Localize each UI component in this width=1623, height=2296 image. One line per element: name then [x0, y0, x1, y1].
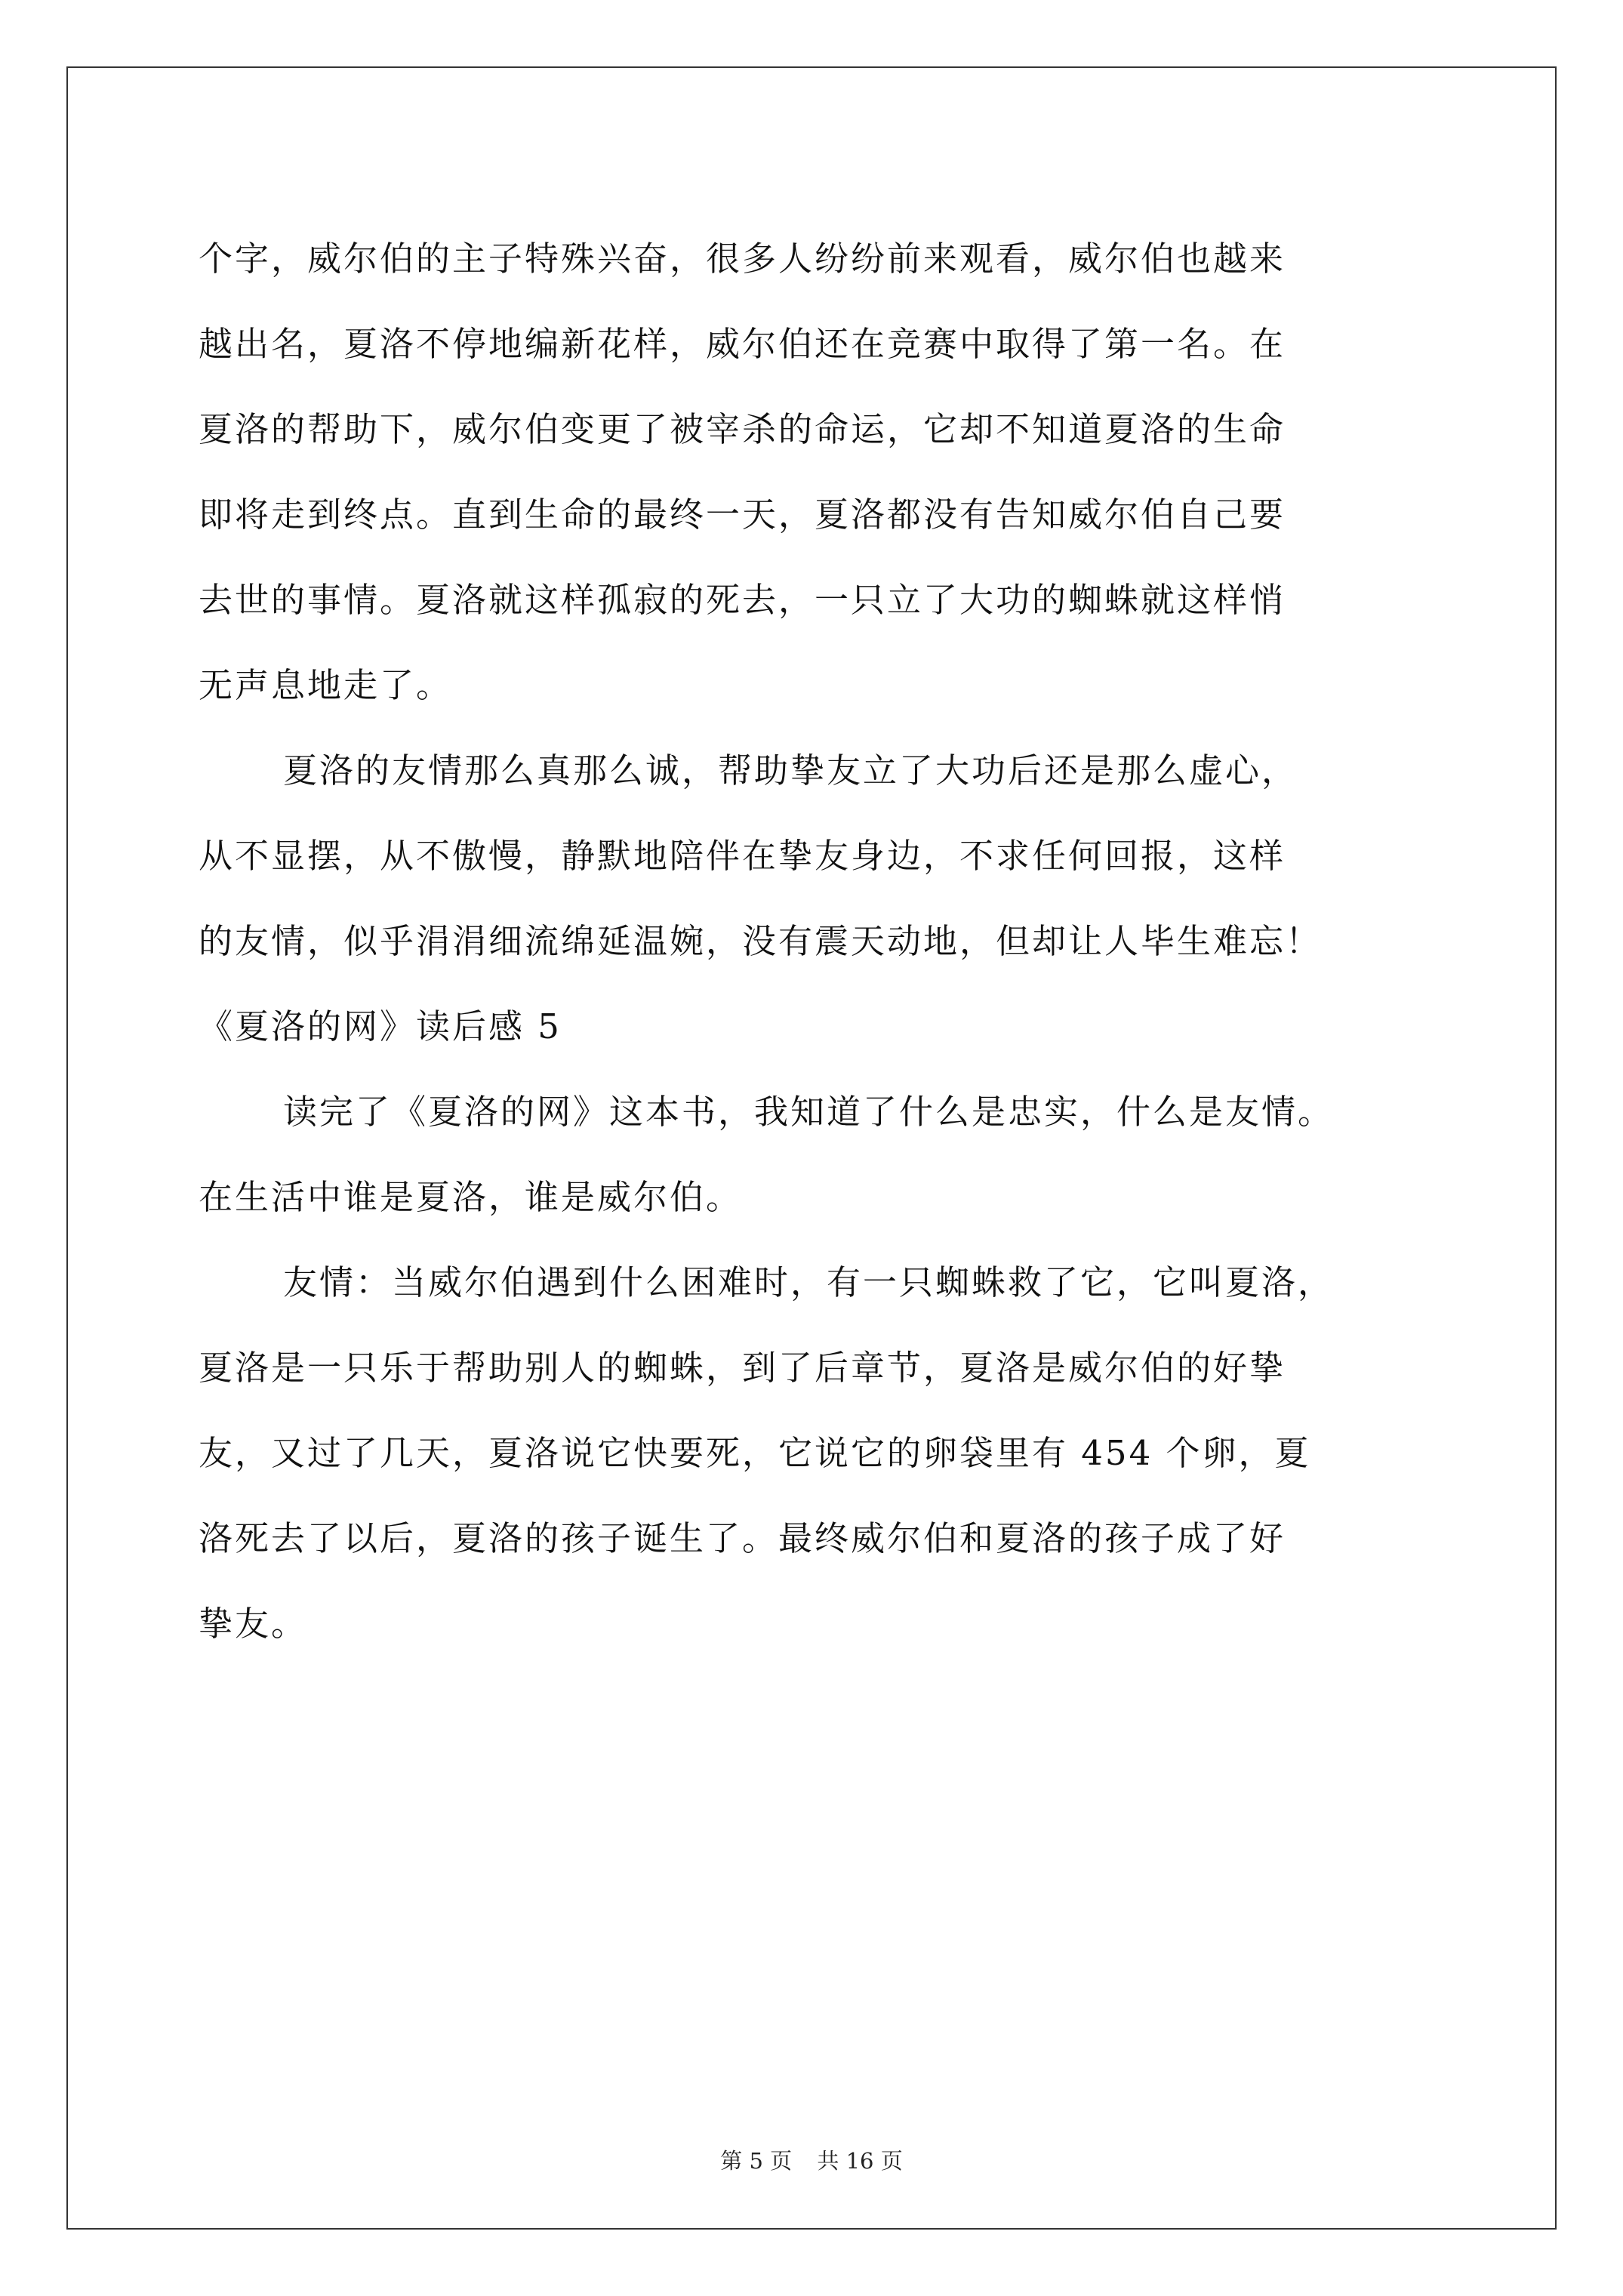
body-line: 挚友。 — [199, 1604, 308, 1644]
body-line: 的友情，似乎涓涓细流绵延温婉，没有震天动地，但却让人毕生难忘！ — [199, 921, 1323, 961]
page-number-current: 第 5 页 — [720, 2148, 793, 2174]
body-line: 无声息地走了。 — [199, 665, 453, 705]
body-line: 从不显摆，从不傲慢，静默地陪伴在挚友身边，不求任何回报，这样 — [199, 836, 1286, 876]
paragraph-start-line: 友情：当威尔伯遇到什么困难时，有一只蜘蛛救了它，它叫夏洛， — [283, 1262, 1335, 1302]
paragraph-start-line: 读完了《夏洛的网》这本书，我知道了什么是忠实，什么是友情。 — [283, 1092, 1335, 1132]
body-line: 夏洛是一只乐于帮助别人的蜘蛛，到了后章节，夏洛是威尔伯的好挚 — [199, 1348, 1286, 1388]
body-line: 个字，威尔伯的主子特殊兴奋，很多人纷纷前来观看，威尔伯也越来 — [199, 239, 1286, 279]
body-line: 越出名，夏洛不停地编新花样，威尔伯还在竞赛中取得了第一名。在 — [199, 324, 1286, 364]
body-line: 在生活中谁是夏洛，谁是威尔伯。 — [199, 1177, 743, 1217]
paragraph-start-line: 夏洛的友情那么真那么诚，帮助挚友立了大功后还是那么虚心， — [283, 750, 1298, 791]
body-line: 夏洛的帮助下，威尔伯变更了被宰杀的命运，它却不知道夏洛的生命 — [199, 409, 1286, 449]
body-line: 去世的事情。夏洛就这样孤寂的死去，一只立了大功的蜘蛛就这样悄 — [199, 580, 1286, 620]
body-line: 洛死去了以后，夏洛的孩子诞生了。最终威尔伯和夏洛的孩子成了好 — [199, 1518, 1286, 1558]
body-line: 友，又过了几天，夏洛说它快要死，它说它的卵袋里有 454 个卵，夏 — [199, 1433, 1311, 1473]
page-footer — [0, 2146, 1623, 2176]
page-number-total: 共 16 页 — [817, 2148, 903, 2174]
section-heading: 《夏洛的网》读后感 5 — [199, 1006, 562, 1046]
document-body — [199, 216, 1437, 1666]
body-line: 即将走到终点。直到生命的最终一天，夏洛都没有告知威尔伯自己要 — [199, 495, 1286, 535]
